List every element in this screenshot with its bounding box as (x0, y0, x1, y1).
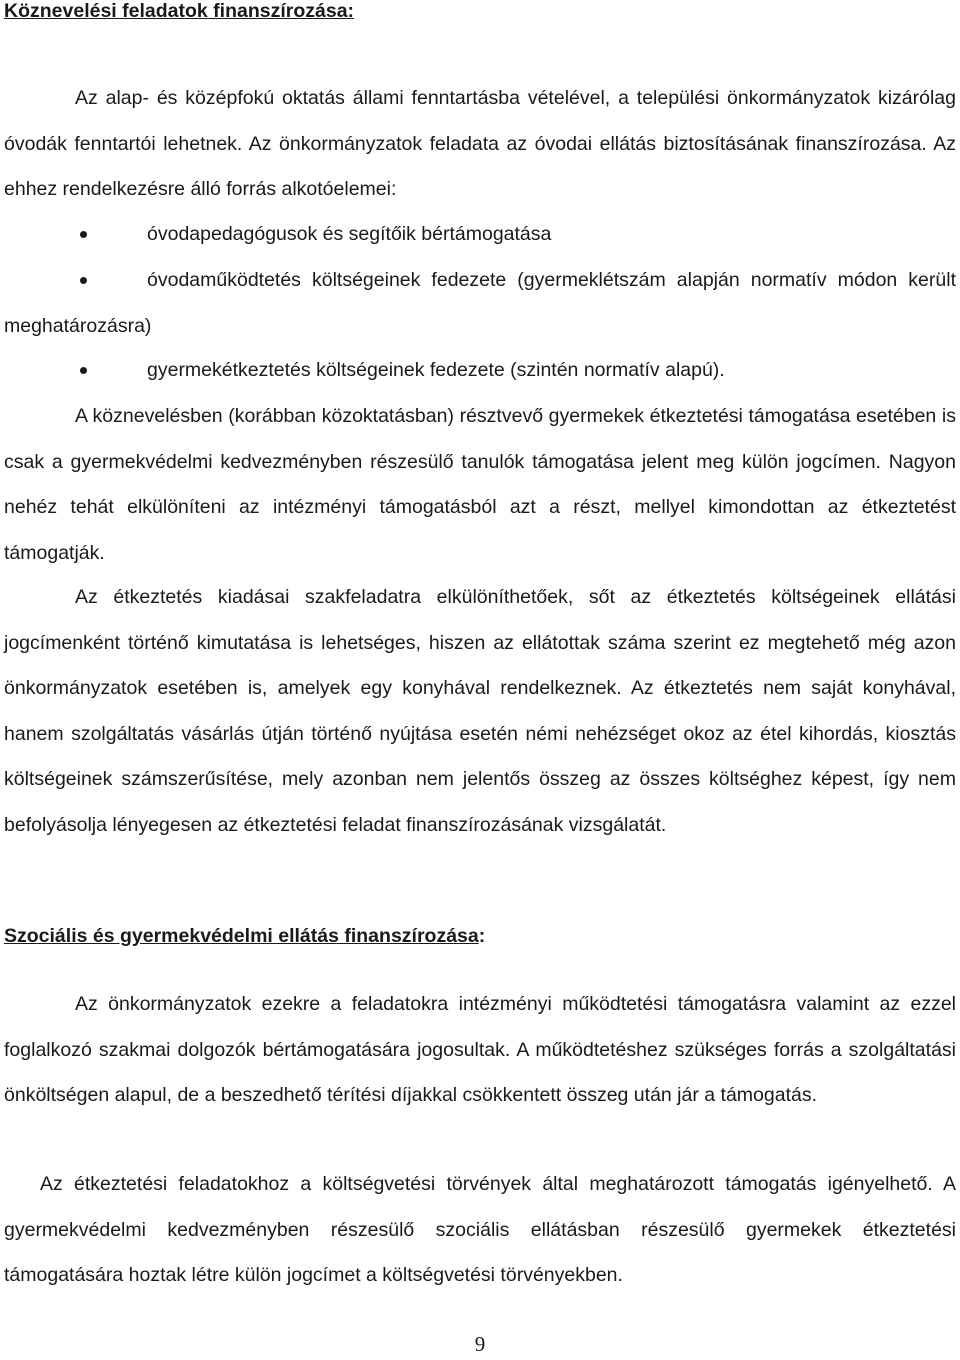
bullet-icon (80, 367, 87, 374)
paragraph-intro: Az alap- és középfokú oktatás állami fenntartásba vételével, a települési önkormányzatok kizárólag óvodák fenntartói lehetnek. Az önkormányzatok feladata az óvodai ellátás biztosításának finanszírozása. Az ehhez rendelkezésre álló forrás alkotóelemei: (4, 87, 956, 200)
bullet-icon (80, 231, 87, 238)
bullet-text: óvodapedagógusok és segítőik bértámogatása (147, 223, 552, 245)
section-heading-szocialis (4, 925, 485, 948)
bullet-item (4, 212, 956, 258)
paragraph-onkormanyzatok: Az önkormányzatok ezekre a feladatokra intézményi működtetési támogatásra valamint az ezzel foglalkozó szakmai dolgozók bértámogatására jogosultak. A működtetéshez szükséges forrás a szolgáltatási önköltségen alapul, de a beszedhető térítési díjakkal csökkentett összeg után jár a támogatás. (4, 993, 956, 1106)
bullet-text: óvodaműködtetés költségeinek fedezete (gyermeklétszám alapján normatív módon került meghatározásra) (4, 269, 956, 337)
bullet-icon (80, 277, 87, 284)
bullet-item (4, 258, 956, 349)
paragraph-etkeztetesi-feladatok: Az étkeztetési feladatokhoz a költségvetési törvények által meghatározott támogatás igényelhető. A gyermekvédelmi kedvezményben részesülő szociális ellátásban részesülő gyermekek étkeztetési támogatására hoztak létre külön jogcímet a költségvetési törvényekben. (4, 1173, 956, 1286)
page-number: 9 (474, 1332, 486, 1356)
section-heading-colon: : (478, 925, 486, 947)
section-heading-text: Szociális és gyermekvédelmi ellátás finanszírozása (4, 925, 479, 947)
bullet-item (4, 348, 956, 394)
paragraph-etkeztetes-kiadasai: Az étkeztetés kiadásai szakfeladatra elkülöníthetőek, sőt az étkeztetés költségeinek ellátási jogcímenként történő kimutatása is lehetséges, hiszen az ellátottak száma szerint ez megtehető még azon önkormányzatok esetében is, amelyek egy konyhával rendelkeznek. Az étkeztetés nem saját konyhával, hanem szolgáltatás vásárlás útján történő nyújtása esetén némi nehézséget okoz az étel kihordás, kiosztás költségeinek számszerűsítése, mely azonban nem jelentős összeg az összes költséghez képest, így nem befolyásolja lényegesen az étkeztetési feladat finanszírozásának vizsgálatát. (4, 586, 956, 836)
paragraph-koznevelesi-etkeztetes: A köznevelésben (korábban közoktatásban) résztvevő gyermekek étkeztetési támogatása esetében is csak a gyermekvédelmi kedvezményben részesülő tanulók támogatása jelent meg külön jogcímen. Nagyon nehéz tehát elkülöníteni az intézményi támogatásból azt a részt, mellyel kimondottan az étkeztetést támogatják. (4, 405, 956, 564)
section-heading-koznevelesi: Köznevelési feladatok finanszírozása: (4, 0, 355, 22)
bullet-text: gyermekétkeztetés költségeinek fedezete (szintén normatív alapú). (147, 359, 725, 381)
